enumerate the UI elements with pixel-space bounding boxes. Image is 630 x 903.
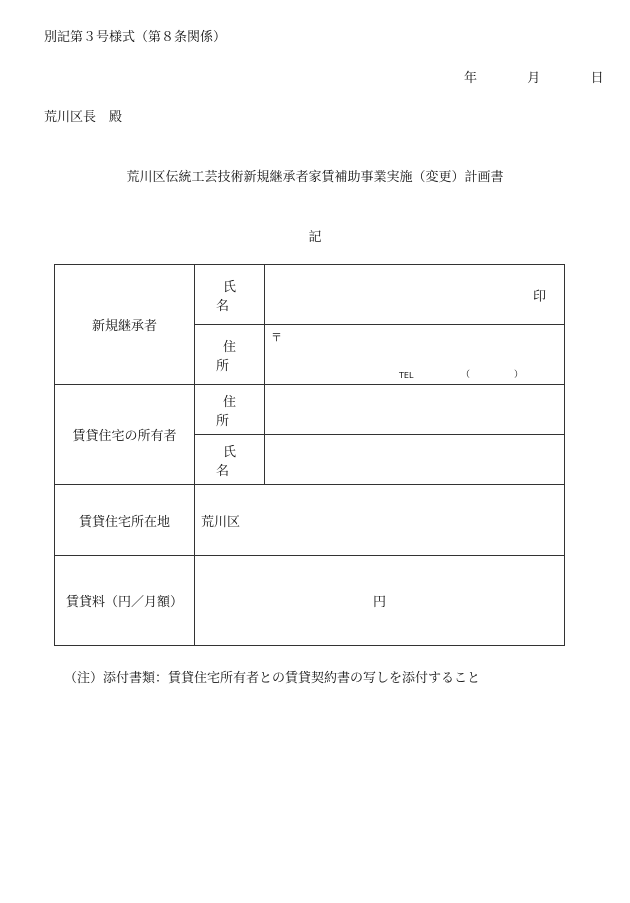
successor-label: 新規継承者 [55,265,195,385]
date-line [464,67,604,86]
attachment-note: （注）添付書類：賃貸住宅所有者との賃貸契約書の写しを添付すること [64,671,481,686]
document-title: 荒川区伝統工芸技術新規継承者家賃補助事業実施（変更）計画書 [126,170,504,185]
successor-address-field[interactable] [265,325,565,385]
owner-address-label: 住 所 [195,385,265,435]
tel-parentheses: （ ） [461,370,524,380]
ki-heading: 記 [308,230,322,245]
form-number: 別記第３号様式（第８条関係） [44,30,227,45]
rent-label: 賃貸料（円／月額） [55,556,195,646]
postal-mark: 〒 [271,331,282,344]
successor-address-label: 住 所 [195,325,265,385]
owner-label: 賃貸住宅の所有者 [55,385,195,485]
application-table [54,264,565,646]
rent-unit: 円 [372,595,386,610]
successor-name-label: 氏 名 [195,265,265,325]
successor-name-row [55,265,565,325]
date-year: 年 [464,71,478,86]
location-value: 荒川区 [201,514,241,530]
successor-name-field[interactable] [265,265,565,325]
owner-name-field[interactable] [265,435,565,485]
location-label: 賃貸住宅所在地 [55,485,195,556]
date-month: 月 [527,71,541,86]
owner-address-row [55,385,565,435]
owner-name-label: 氏 名 [195,435,265,485]
seal-mark: 印 [532,289,546,304]
location-row [55,485,565,556]
rent-field[interactable] [195,556,565,646]
owner-address-field[interactable] [265,385,565,435]
rent-row [55,556,565,646]
addressee: 荒川区長 殿 [44,110,123,125]
location-field[interactable] [195,485,565,556]
tel-label: TEL [399,371,414,380]
date-day: 日 [590,71,604,86]
